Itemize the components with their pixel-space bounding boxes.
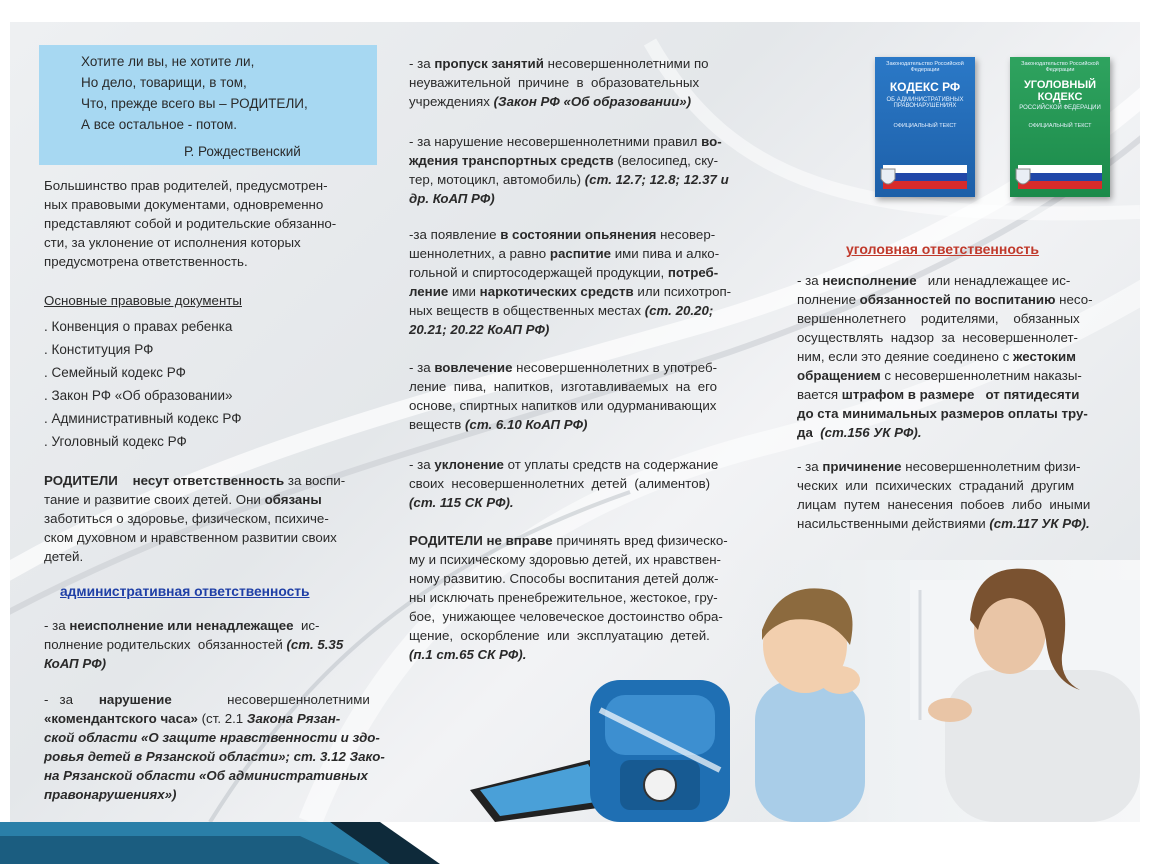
criminal-code-book — [1010, 57, 1110, 197]
text-fragment: причинять вред физическо- — [552, 533, 728, 548]
text-fragment: ним, если это деяние соединено с — [797, 349, 1013, 364]
book-subtitle: РОССИЙСКОЙ ФЕДЕРАЦИИ — [1019, 105, 1101, 111]
parents-bold: РОДИТЕЛИ — [44, 473, 118, 488]
poem-quote-box — [39, 45, 377, 165]
documents-heading: Основные правовые документы — [44, 293, 242, 308]
text-line — [797, 385, 1079, 404]
truancy-item — [409, 54, 709, 73]
book-title: КОДЕКС РФ — [889, 80, 961, 94]
administrative-responsibility-heading: административная ответственность — [60, 584, 310, 599]
obliged-bold: обязаны — [264, 492, 322, 507]
text-fragment: - за — [797, 273, 823, 288]
text-line: щение, оскорбление или эксплуатацию детей. — [409, 628, 710, 643]
text-bold: уклонение — [434, 457, 504, 472]
text-fragment: - за — [409, 457, 435, 472]
text-line — [409, 282, 731, 301]
coat-of-arms-icon — [879, 167, 897, 189]
text-bold: неисполнение или ненадлежащее — [69, 618, 294, 633]
text-bold: потреб- — [667, 265, 719, 280]
text-line — [409, 170, 729, 189]
text-fragment: с несовершеннолетним наказы- — [880, 368, 1082, 383]
text-fragment: - за — [409, 56, 435, 71]
text-bold: да — [797, 425, 813, 440]
text-line — [409, 244, 719, 263]
text-fragment: - за — [44, 618, 70, 633]
text-line: ление пива, напитков, изготавливаемых на его — [409, 379, 718, 394]
book-series: Законодательство Российской Федерации — [886, 61, 964, 73]
admin-item-1-line — [44, 635, 343, 654]
text-fragment: несовершеннолетних в употреб- — [512, 360, 718, 375]
text-line — [797, 514, 1090, 533]
text-bold: вовлечение — [434, 360, 513, 375]
law-reference: ровья детей в Рязанской области»; ст. 3.12 Зако- — [44, 749, 385, 764]
text-fragment: несовершеннолетними по — [543, 56, 709, 71]
law-reference: (ст. 6.10 КоАП РФ) — [465, 417, 588, 432]
book-official-text: ОФИЦИАЛЬНЫЙ ТЕКСТ — [1028, 123, 1092, 129]
text-line: основе, спиртных напитков или одурманивающих — [409, 398, 717, 413]
parents-line: ском духовном и нравственном развитии своих — [44, 530, 337, 545]
text-line — [797, 290, 1093, 309]
admin-item-2 — [44, 690, 370, 709]
alimony-item — [409, 455, 718, 474]
text-fragment: - за — [797, 459, 823, 474]
text-bold: во- — [701, 134, 722, 149]
law-reference: (ст. 115 СК РФ). — [409, 495, 514, 510]
text-fragment: - за — [409, 360, 435, 375]
text-line: ческих или психических страданий другим — [797, 478, 1075, 493]
text-bold: наркотических средств — [479, 284, 634, 299]
text-fragment: за воспи- — [284, 473, 346, 488]
text-bold: ждения транспортных средств — [409, 153, 614, 168]
text-fragment: несовершеннолетними — [227, 692, 370, 707]
text-fragment: вается — [797, 387, 842, 402]
admin-item-2-line — [44, 709, 340, 728]
text-line — [409, 263, 718, 282]
intro-line: ных правовыми документами, одновременно — [44, 197, 324, 212]
law-reference: (ст.117 УК РФ). — [989, 516, 1090, 531]
text-line — [409, 92, 691, 111]
text-fragment: ис- — [293, 618, 320, 633]
criminal-item-2 — [797, 457, 1080, 476]
text-line — [797, 423, 922, 442]
text-bold: штрафом в размере — [841, 387, 975, 402]
law-reference: (ст.156 УК РФ). — [812, 425, 922, 440]
text-bold: «комендантского часа» — [44, 711, 198, 726]
text-fragment: - за нарушение несовершеннолетними правил — [409, 134, 702, 149]
text-line: вершеннолетнего родителями, обязанных — [797, 311, 1080, 326]
intro-line: Большинство прав родителей, предусмотрен- — [44, 178, 328, 193]
intro-line: представляют собой и родительские обязанно- — [44, 216, 337, 231]
responsibility-bold: несут ответственность — [132, 473, 285, 488]
bottom-decoration-band — [0, 822, 1150, 864]
text-bold: неисполнение — [822, 273, 917, 288]
text-bold: ление — [409, 284, 449, 299]
boy — [755, 588, 865, 822]
text-bold: жестоким — [1012, 349, 1076, 364]
parents-line — [44, 490, 322, 509]
text-fragment: несовер- — [656, 227, 716, 242]
parents-line: заботиться о здоровье, физическом, психиче- — [44, 511, 329, 526]
text-line: бое, унижающее человеческое достоинство обра- — [409, 609, 723, 624]
parents-responsibility-line — [44, 471, 345, 490]
text-line: своих несовершеннолетних детей (алиментов) — [409, 476, 711, 491]
involvement-item — [409, 358, 717, 377]
parents-not-allowed-item — [409, 531, 728, 550]
intro-line: сти, за уклонение от исполнения которых — [44, 235, 301, 250]
document-item: . Конституция РФ — [44, 342, 154, 357]
text-fragment: (ст. 2.1 — [197, 711, 247, 726]
law-reference: (п.1 ст.65 СК РФ). — [409, 647, 527, 662]
text-line: осуществлять надзор за несовершеннолет- — [797, 330, 1078, 345]
text-fragment: или ненадлежащее ис- — [916, 273, 1071, 288]
law-reference: 20.21; 20.22 КоАП РФ) — [409, 322, 550, 337]
coat-of-arms-icon — [1014, 167, 1032, 189]
text-fragment: полнение родительских обязанностей — [44, 637, 287, 652]
document-item: . Закон РФ «Об образовании» — [44, 388, 233, 403]
parent-child-photo — [450, 560, 1140, 822]
text-bold: в состоянии опьянения — [500, 227, 657, 242]
document-item: . Конвенция о правах ребенка — [44, 319, 233, 334]
quote-line: А все остальное - потом. — [81, 117, 238, 132]
text-fragment: тание и развитие своих детей. Они — [44, 492, 265, 507]
text-fragment: - за — [44, 692, 74, 707]
text-line: до ста минимальных размеров оплаты тру- — [797, 406, 1088, 421]
text-fragment: гольной и спиртосодержащей продукции, — [409, 265, 668, 280]
text-line: лицам путем нанесения побоев либо иными — [797, 497, 1091, 512]
intoxication-item — [409, 225, 715, 244]
text-line — [797, 366, 1082, 385]
text-fragment: или психотроп- — [633, 284, 732, 299]
text-line: ному развитию. Способы воспитания детей долж- — [409, 571, 719, 586]
admin-item-1 — [44, 616, 319, 635]
document-item: . Административный кодекс РФ — [44, 411, 242, 426]
criminal-responsibility-heading: уголовная ответственность — [846, 241, 1039, 257]
text-fragment: учреждениях — [409, 94, 494, 109]
text-fragment: насильственными действиями — [797, 516, 990, 531]
criminal-item-1 — [797, 271, 1070, 290]
law-reference: (ст. 20.20; — [644, 303, 714, 318]
text-line — [409, 415, 587, 434]
law-reference: КоАП РФ) — [44, 656, 106, 671]
law-reference: др. КоАП РФ) — [409, 191, 495, 206]
text-bold: распитие — [549, 246, 612, 261]
text-line: ны исключать пренебрежительное, жестокое, гру- — [409, 590, 718, 605]
text-fragment: тер, мотоцикл, автомобиль) — [409, 172, 585, 187]
backpack — [590, 680, 730, 822]
text-fragment: -за появление — [409, 227, 501, 242]
text-fragment: ими пива и алко- — [611, 246, 720, 261]
book-series: Законодательство Российской Федерации — [1021, 61, 1099, 73]
text-fragment: полнение — [797, 292, 860, 307]
law-reference: (Закон РФ «Об образовании») — [493, 94, 692, 109]
text-bold: нарушение — [98, 692, 172, 707]
quote-line: Но дело, товарищи, в том, — [81, 75, 247, 90]
law-reference: Закона Рязан- — [246, 711, 341, 726]
text-line — [409, 301, 713, 320]
text-fragment: шеннолетних, а равно — [409, 246, 550, 261]
text-fragment: веществ — [409, 417, 465, 432]
parents-line: детей. — [44, 549, 84, 564]
document-item: . Уголовный кодекс РФ — [44, 434, 187, 449]
quote-line: Что, прежде всего вы – РОДИТЕЛИ, — [81, 96, 308, 111]
text-bold: пропуск занятий — [434, 56, 544, 71]
law-reference: на Рязанской области «Об административных — [44, 768, 368, 783]
text-fragment: ими — [448, 284, 480, 299]
text-fragment: несовершеннолетним физи- — [901, 459, 1081, 474]
text-bold: от пятидесяти — [974, 387, 1080, 402]
text-fragment: (велосипед, скy- — [613, 153, 719, 168]
text-line: му и психическому здоровью детей, их нравствен- — [409, 552, 721, 567]
law-reference: правонарушениях») — [44, 787, 177, 802]
quote-author: Р. Рождественский — [184, 144, 301, 159]
text-line — [409, 151, 718, 170]
quote-line: Хотите ли вы, не хотите ли, — [81, 54, 255, 69]
text-bold: РОДИТЕЛИ не вправе — [409, 533, 553, 548]
law-reference: (ст. 5.35 — [286, 637, 344, 652]
traffic-item — [409, 132, 722, 151]
text-bold: обязанностей по воспитанию — [859, 292, 1056, 307]
law-reference: (ст. 12.7; 12.8; 12.37 и — [584, 172, 729, 187]
book-subtitle: ОБ АДМИНИСТРАТИВНЫХ ПРАВОНАРУШЕНИЯХ — [886, 97, 964, 109]
administrative-code-book — [875, 57, 975, 197]
law-reference: ской области «О защите нравственности и здо- — [44, 730, 380, 745]
document-item: . Семейный кодекс РФ — [44, 365, 186, 380]
book-title: УГОЛОВНЫЙ КОДЕКС — [1023, 79, 1097, 103]
text-fragment: от уплаты средств на содержание — [503, 457, 719, 472]
intro-line: предусмотрена ответственность. — [44, 254, 248, 269]
text-line — [797, 347, 1076, 366]
text-bold: обращением — [797, 368, 881, 383]
text-bold: причинение — [822, 459, 902, 474]
text-fragment: ных веществ в общественных местах — [409, 303, 645, 318]
book-official-text: ОФИЦИАЛЬНЫЙ ТЕКСТ — [893, 123, 957, 129]
text-line: неуважительной причине в образовательных — [409, 75, 700, 90]
text-fragment: несо- — [1055, 292, 1093, 307]
